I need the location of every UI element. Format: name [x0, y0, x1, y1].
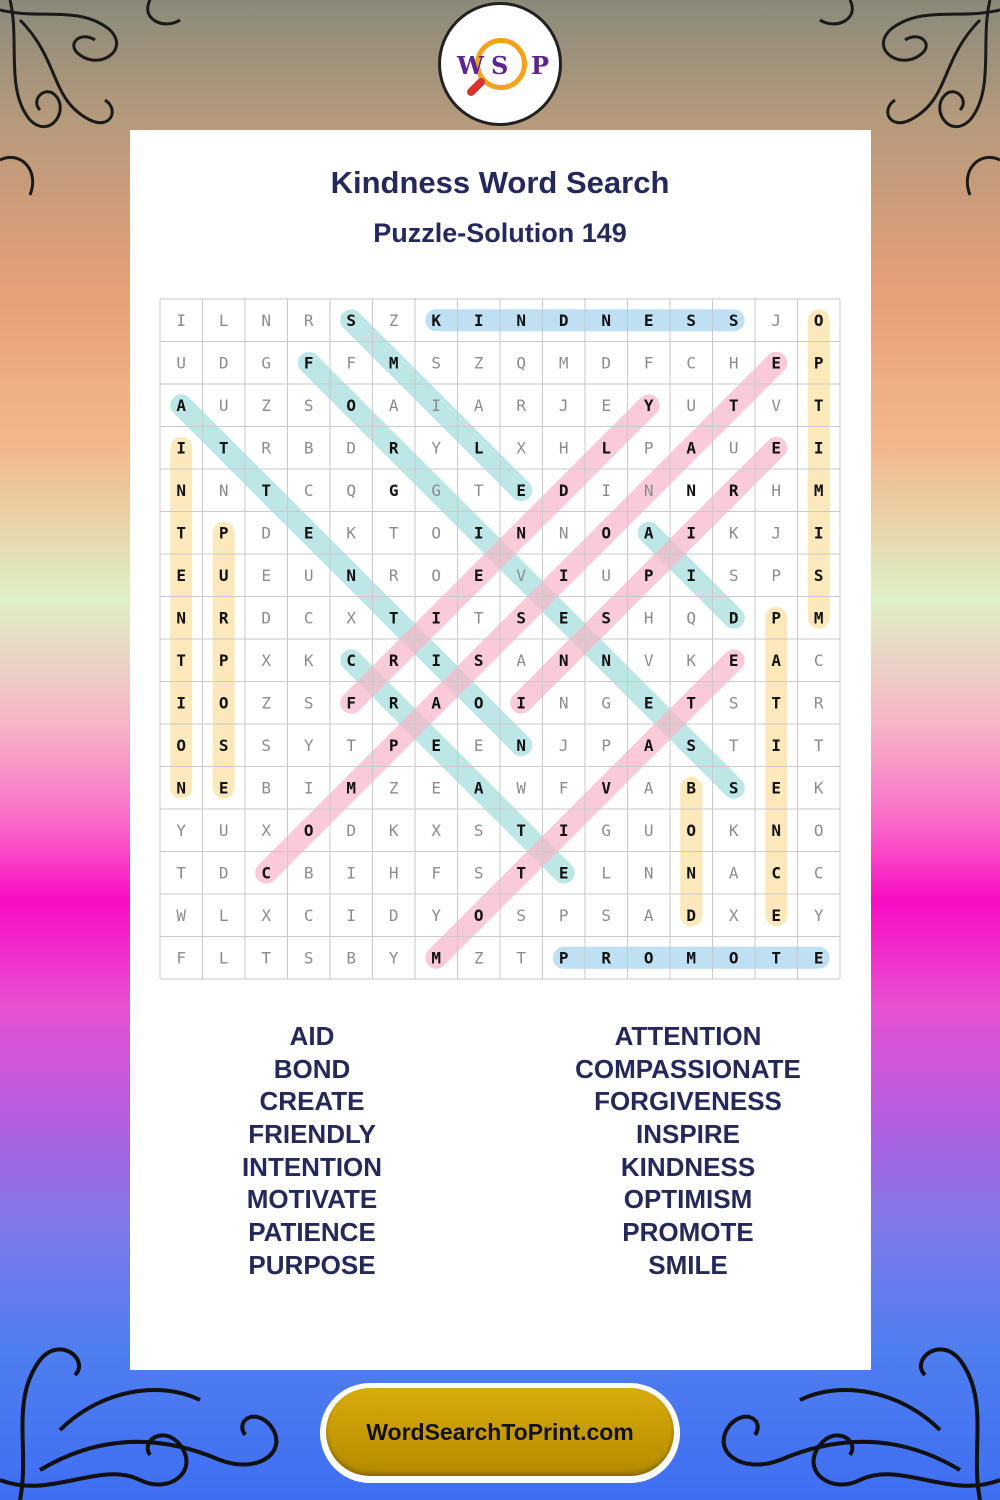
grid-cell[interactable]: E — [516, 480, 527, 500]
grid-cell[interactable]: O — [431, 523, 442, 543]
grid-cell[interactable]: G — [388, 480, 399, 500]
grid-cell[interactable]: P — [558, 905, 569, 925]
grid-cell[interactable]: O — [813, 310, 824, 330]
grid-cell[interactable]: L — [218, 948, 229, 968]
grid-cell[interactable]: T — [516, 820, 527, 840]
grid-cell[interactable]: B — [303, 863, 314, 883]
grid-cell[interactable]: S — [813, 565, 824, 585]
grid-cell[interactable]: C — [686, 353, 697, 373]
grid-cell[interactable]: N — [601, 310, 612, 330]
grid-cell[interactable]: Z — [388, 310, 399, 330]
grid-cell[interactable]: T — [771, 693, 782, 713]
grid-cell[interactable]: B — [686, 778, 697, 798]
grid-cell[interactable]: B — [261, 778, 272, 798]
grid-cell[interactable]: D — [558, 310, 569, 330]
word-list-item: KINDNESS — [620, 1151, 756, 1182]
grid-cell[interactable]: K — [728, 820, 739, 840]
grid-cell[interactable]: T — [686, 693, 697, 713]
grid-cell[interactable]: F — [558, 778, 569, 798]
grid-cell[interactable]: U — [643, 820, 654, 840]
grid-cell[interactable]: S — [431, 353, 442, 373]
grid-cell[interactable]: D — [558, 480, 569, 500]
grid-cell[interactable]: Z — [261, 395, 272, 415]
grid-cell[interactable]: T — [813, 395, 824, 415]
grid-cell[interactable]: D — [601, 353, 612, 373]
grid-cell[interactable]: I — [346, 863, 357, 883]
grid-cell[interactable]: K — [728, 523, 739, 543]
grid-cell[interactable]: G — [431, 480, 442, 500]
grid-cell[interactable]: T — [176, 650, 187, 670]
grid-cell[interactable]: Q — [516, 353, 527, 373]
grid-cell[interactable]: T — [728, 735, 739, 755]
grid-cell[interactable]: F — [346, 353, 357, 373]
logo-letter-p: P — [531, 51, 550, 80]
grid-cell[interactable]: X — [431, 820, 442, 840]
grid-cell[interactable]: D — [728, 608, 739, 628]
grid-cell[interactable]: S — [346, 310, 357, 330]
grid-cell[interactable]: S — [516, 905, 527, 925]
grid-cell[interactable]: S — [728, 693, 739, 713]
grid-cell[interactable]: I — [176, 693, 187, 713]
grid-cell[interactable]: E — [643, 693, 654, 713]
grid-cell[interactable]: J — [771, 523, 782, 543]
grid-cell[interactable]: G — [601, 820, 612, 840]
grid-cell[interactable]: K — [303, 650, 314, 670]
grid-cell[interactable]: E — [558, 608, 569, 628]
grid-cell[interactable]: A — [643, 905, 654, 925]
grid-cell[interactable]: A — [643, 778, 654, 798]
grid-cell[interactable]: E — [176, 565, 187, 585]
grid-cell[interactable]: P — [601, 735, 612, 755]
grid-cell[interactable]: I — [176, 310, 187, 330]
grid-cell[interactable]: H — [728, 353, 739, 373]
grid-cell[interactable]: F — [176, 948, 187, 968]
page-title: Kindness Word Search — [330, 165, 670, 200]
grid-cell[interactable]: F — [431, 863, 442, 883]
grid-cell[interactable]: K — [686, 650, 697, 670]
grid-cell[interactable]: M — [813, 608, 824, 628]
grid-cell[interactable]: N — [346, 565, 357, 585]
grid-cell[interactable]: L — [218, 310, 229, 330]
grid-cell[interactable]: A — [473, 395, 484, 415]
grid-cell[interactable]: K — [388, 820, 399, 840]
grid-cell[interactable]: C — [771, 863, 782, 883]
grid-cell[interactable]: C — [813, 863, 824, 883]
grid-cell[interactable]: I — [473, 310, 484, 330]
grid-cell[interactable]: X — [346, 608, 357, 628]
word-list-item: OPTIMISM — [623, 1184, 753, 1215]
grid-cell[interactable]: N — [771, 820, 782, 840]
grid-cell[interactable]: P — [643, 565, 654, 585]
grid-cell[interactable]: M — [558, 353, 569, 373]
grid-cell[interactable]: E — [601, 395, 612, 415]
grid-cell[interactable]: S — [303, 395, 314, 415]
grid-cell[interactable]: M — [388, 353, 399, 373]
grid-cell[interactable]: D — [346, 438, 357, 458]
grid-cell[interactable]: E — [771, 778, 782, 798]
grid-cell[interactable]: S — [728, 310, 739, 330]
grid-cell[interactable]: T — [176, 523, 187, 543]
grid-cell[interactable]: T — [516, 948, 527, 968]
grid-cell[interactable]: J — [558, 395, 569, 415]
grid-cell[interactable]: U — [218, 395, 229, 415]
grid-cell[interactable]: E — [558, 863, 569, 883]
grid-cell[interactable]: X — [516, 438, 527, 458]
word-list-item: CREATE — [259, 1086, 365, 1117]
grid-cell[interactable]: D — [218, 353, 229, 373]
grid-cell[interactable]: S — [303, 693, 314, 713]
grid-cell[interactable]: N — [558, 650, 569, 670]
grid-cell[interactable]: V — [643, 650, 654, 670]
word-list-item: ATTENTION — [614, 1021, 762, 1051]
grid-cell[interactable]: N — [218, 480, 229, 500]
grid-cell[interactable]: R — [388, 693, 399, 713]
grid-cell[interactable]: O — [218, 693, 229, 713]
grid-cell[interactable]: N — [558, 693, 569, 713]
grid-cell[interactable]: Y — [643, 395, 654, 415]
grid-cell[interactable]: P — [558, 948, 569, 968]
grid-cell[interactable]: T — [516, 863, 527, 883]
grid-cell[interactable]: H — [388, 863, 399, 883]
grid-cell[interactable]: O — [601, 523, 612, 543]
grid-cell[interactable]: P — [218, 650, 229, 670]
grid-cell[interactable]: N — [176, 480, 187, 500]
grid-cell[interactable]: M — [686, 948, 697, 968]
grid-cell[interactable]: O — [176, 735, 187, 755]
grid-cell[interactable]: E — [303, 523, 314, 543]
grid-cell[interactable]: R — [601, 948, 612, 968]
grid-cell[interactable]: P — [771, 608, 782, 628]
grid-cell[interactable]: A — [771, 650, 782, 670]
grid-cell[interactable]: T — [176, 863, 187, 883]
grid-cell[interactable]: U — [728, 438, 739, 458]
grid-cell[interactable]: O — [303, 820, 314, 840]
grid-cell[interactable]: C — [346, 650, 357, 670]
grid-cell[interactable]: V — [771, 395, 782, 415]
grid-cell[interactable]: T — [771, 948, 782, 968]
grid-cell[interactable]: O — [346, 395, 357, 415]
logo-letter-s: S — [491, 51, 509, 80]
word-list-item: FORGIVENESS — [594, 1086, 782, 1117]
grid-cell[interactable]: J — [558, 735, 569, 755]
grid-cell[interactable]: A — [686, 438, 697, 458]
grid-cell[interactable]: R — [261, 438, 272, 458]
grid-cell[interactable]: C — [261, 863, 272, 883]
grid-cell[interactable]: O — [728, 948, 739, 968]
grid-cell[interactable]: G — [601, 693, 612, 713]
grid-cell[interactable]: O — [643, 948, 654, 968]
grid-cell[interactable]: N — [176, 608, 187, 628]
grid-cell[interactable]: S — [728, 565, 739, 585]
grid-cell[interactable]: A — [728, 863, 739, 883]
grid-cell[interactable]: U — [601, 565, 612, 585]
site-link-button[interactable]: WordSearchToPrint.com — [326, 1388, 674, 1476]
grid-cell[interactable]: G — [261, 353, 272, 373]
grid-cell[interactable]: K — [346, 523, 357, 543]
grid-cell[interactable]: E — [813, 948, 824, 968]
grid-cell[interactable]: R — [303, 310, 314, 330]
grid-cell[interactable]: A — [473, 778, 484, 798]
grid-cell[interactable]: R — [516, 395, 527, 415]
word-list-item: SMILE — [648, 1249, 728, 1280]
grid-cell[interactable]: E — [643, 310, 654, 330]
grid-cell[interactable]: Z — [261, 693, 272, 713]
grid-cell[interactable]: E — [218, 778, 229, 798]
grid-cell[interactable]: U — [176, 353, 187, 373]
grid-cell[interactable]: R — [218, 608, 229, 628]
grid-cell[interactable]: B — [346, 948, 357, 968]
word-list-item: BOND — [273, 1053, 351, 1084]
grid-cell[interactable]: S — [473, 820, 484, 840]
grid-cell[interactable]: H — [643, 608, 654, 628]
word-list-item: PROMOTE — [622, 1217, 754, 1248]
grid-cell[interactable]: O — [473, 905, 484, 925]
grid-cell[interactable]: E — [771, 905, 782, 925]
grid-cell[interactable]: M — [813, 480, 824, 500]
page-subtitle: Puzzle-Solution 149 — [373, 218, 627, 248]
grid-cell[interactable]: U — [218, 565, 229, 585]
grid-cell[interactable]: C — [303, 480, 314, 500]
grid-cell[interactable]: T — [473, 480, 484, 500]
grid-cell[interactable]: I — [601, 480, 612, 500]
grid-cell[interactable]: Q — [686, 608, 697, 628]
grid-cell[interactable]: A — [516, 650, 527, 670]
grid-cell[interactable]: I — [558, 565, 569, 585]
grid-cell[interactable]: I — [516, 693, 527, 713]
grid-cell[interactable]: Q — [346, 480, 357, 500]
grid-cell[interactable]: Y — [813, 905, 824, 925]
grid-cell[interactable]: W — [176, 905, 187, 925]
grid-cell[interactable]: I — [431, 395, 442, 415]
grid-cell[interactable]: S — [516, 608, 527, 628]
grid-cell[interactable]: A — [643, 735, 654, 755]
grid-cell[interactable]: E — [431, 735, 442, 755]
grid-cell[interactable]: P — [218, 523, 229, 543]
grid-cell[interactable]: A — [431, 693, 442, 713]
word-list-left — [112, 1020, 512, 1282]
grid-cell[interactable]: I — [771, 735, 782, 755]
word-list-item: INSPIRE — [635, 1119, 741, 1150]
grid-cell[interactable]: F — [346, 693, 357, 713]
grid-cell[interactable]: O — [431, 565, 442, 585]
grid-cell[interactable]: P — [813, 353, 824, 373]
grid-cell[interactable]: E — [728, 650, 739, 670]
grid-cell[interactable]: D — [261, 608, 272, 628]
grid-cell[interactable]: T — [261, 948, 272, 968]
grid-cell[interactable]: N — [261, 310, 272, 330]
grid-cell[interactable]: V — [516, 565, 527, 585]
grid-cell[interactable]: X — [261, 905, 272, 925]
grid-cell[interactable]: R — [388, 650, 399, 670]
grid-cell[interactable]: Z — [388, 778, 399, 798]
grid-cell[interactable]: Z — [473, 353, 484, 373]
grid-cell[interactable]: H — [771, 480, 782, 500]
grid-cell[interactable]: N — [643, 863, 654, 883]
grid-cell[interactable]: O — [813, 820, 824, 840]
grid-cell[interactable]: S — [686, 735, 697, 755]
grid-cell[interactable]: Y — [303, 735, 314, 755]
word-list-item: AID — [289, 1021, 335, 1051]
grid-cell[interactable]: N — [558, 523, 569, 543]
grid-cell[interactable]: K — [813, 778, 824, 798]
grid-cell[interactable]: I — [813, 438, 824, 458]
grid-cell[interactable]: S — [728, 778, 739, 798]
grid-cell[interactable]: L — [601, 438, 612, 458]
grid-cell[interactable]: F — [303, 353, 314, 373]
grid-cell[interactable]: E — [473, 565, 484, 585]
grid-cell[interactable]: P — [771, 565, 782, 585]
grid-cell[interactable]: A — [388, 395, 399, 415]
grid-cell[interactable]: I — [558, 820, 569, 840]
grid-cell[interactable]: E — [261, 565, 272, 585]
word-search-grid — [159, 298, 841, 980]
grid-cell[interactable]: B — [303, 438, 314, 458]
grid-cell[interactable]: D — [218, 863, 229, 883]
grid-cell[interactable]: U — [686, 395, 697, 415]
grid-cell[interactable]: S — [261, 735, 272, 755]
grid-cell[interactable]: U — [218, 820, 229, 840]
grid-cell[interactable]: R — [813, 693, 824, 713]
grid-cell[interactable]: Y — [176, 820, 187, 840]
grid-cell[interactable]: R — [728, 480, 739, 500]
grid-cell[interactable]: T — [261, 480, 272, 500]
grid-cell[interactable]: A — [643, 523, 654, 543]
grid-cell[interactable]: L — [601, 863, 612, 883]
grid-cell[interactable]: T — [218, 438, 229, 458]
grid-cell[interactable]: I — [431, 608, 442, 628]
grid-cell[interactable]: I — [686, 565, 697, 585]
grid-cell[interactable]: I — [303, 778, 314, 798]
word-list-item: PATIENCE — [248, 1217, 376, 1248]
grid-cell[interactable]: T — [728, 395, 739, 415]
grid-cell[interactable]: Y — [388, 948, 399, 968]
grid-cell[interactable]: T — [388, 523, 399, 543]
grid-cell[interactable]: P — [388, 735, 399, 755]
grid-cell[interactable]: D — [346, 820, 357, 840]
grid-cell[interactable]: S — [686, 310, 697, 330]
grid-cell[interactable]: D — [686, 905, 697, 925]
grid-cell[interactable]: F — [643, 353, 654, 373]
grid-cell[interactable]: I — [176, 438, 187, 458]
grid-cell[interactable]: S — [601, 905, 612, 925]
word-list-item: COMPASSIONATE — [575, 1053, 801, 1084]
grid-cell[interactable]: T — [388, 608, 399, 628]
grid-cell[interactable]: N — [686, 480, 697, 500]
grid-cell[interactable]: M — [346, 778, 357, 798]
grid-cell[interactable]: M — [431, 948, 442, 968]
grid-cell[interactable]: E — [431, 778, 442, 798]
grid-cell[interactable]: C — [303, 905, 314, 925]
grid-cell[interactable]: N — [601, 650, 612, 670]
grid-cell[interactable]: Z — [473, 948, 484, 968]
grid-cell[interactable]: R — [388, 565, 399, 585]
grid-cell[interactable]: N — [643, 480, 654, 500]
grid-cell[interactable]: N — [686, 863, 697, 883]
grid-cell[interactable]: S — [601, 608, 612, 628]
grid-cell[interactable]: S — [303, 948, 314, 968]
grid-cell[interactable]: W — [516, 778, 527, 798]
word-list-item: FRIENDLY — [248, 1119, 376, 1150]
site-logo[interactable] — [438, 2, 562, 126]
grid-cell[interactable]: P — [643, 438, 654, 458]
grid-cell[interactable]: D — [388, 905, 399, 925]
grid-cell[interactable]: R — [388, 438, 399, 458]
grid-cell[interactable]: E — [473, 735, 484, 755]
grid-cell[interactable]: T — [813, 735, 824, 755]
grid-cell[interactable]: I — [346, 905, 357, 925]
grid-cell[interactable]: X — [261, 820, 272, 840]
grid-cell[interactable]: L — [473, 438, 484, 458]
grid-cell[interactable]: I — [473, 523, 484, 543]
grid-cell[interactable]: K — [431, 310, 442, 330]
grid-cell[interactable]: X — [728, 905, 739, 925]
grid-cell[interactable]: U — [303, 565, 314, 585]
grid-cell[interactable]: I — [686, 523, 697, 543]
grid-cell[interactable]: Y — [431, 905, 442, 925]
grid-cell[interactable]: C — [813, 650, 824, 670]
word-list-item: PURPOSE — [248, 1249, 376, 1280]
word-list-item: INTENTION — [241, 1151, 383, 1182]
grid-cell[interactable]: C — [303, 608, 314, 628]
grid-cell[interactable]: J — [771, 310, 782, 330]
grid-cell[interactable]: X — [261, 650, 272, 670]
grid-cell[interactable]: N — [516, 523, 527, 543]
grid-cell[interactable]: E — [771, 353, 782, 373]
grid-cell[interactable]: V — [601, 778, 612, 798]
grid-cell[interactable]: S — [473, 650, 484, 670]
grid-cell[interactable]: O — [686, 820, 697, 840]
word-list-item: MOTIVATE — [246, 1184, 378, 1215]
grid-cell[interactable]: I — [431, 650, 442, 670]
grid-cell[interactable]: D — [261, 523, 272, 543]
grid-cell[interactable]: T — [346, 735, 357, 755]
grid-cell[interactable]: N — [516, 310, 527, 330]
grid-cell[interactable]: L — [218, 905, 229, 925]
grid-cell[interactable]: O — [473, 693, 484, 713]
grid-cell[interactable]: E — [771, 438, 782, 458]
grid-cell[interactable]: S — [473, 863, 484, 883]
grid-cell[interactable]: N — [516, 735, 527, 755]
word-list-right — [488, 1020, 888, 1282]
grid-cell[interactable]: N — [176, 778, 187, 798]
grid-cell[interactable]: Y — [431, 438, 442, 458]
grid-cell[interactable]: H — [558, 438, 569, 458]
grid-cell[interactable]: A — [176, 395, 187, 415]
logo-letter-w: W — [457, 51, 484, 80]
grid-cell[interactable]: T — [473, 608, 484, 628]
grid-cell[interactable]: I — [813, 523, 824, 543]
grid-cell[interactable]: S — [218, 735, 229, 755]
